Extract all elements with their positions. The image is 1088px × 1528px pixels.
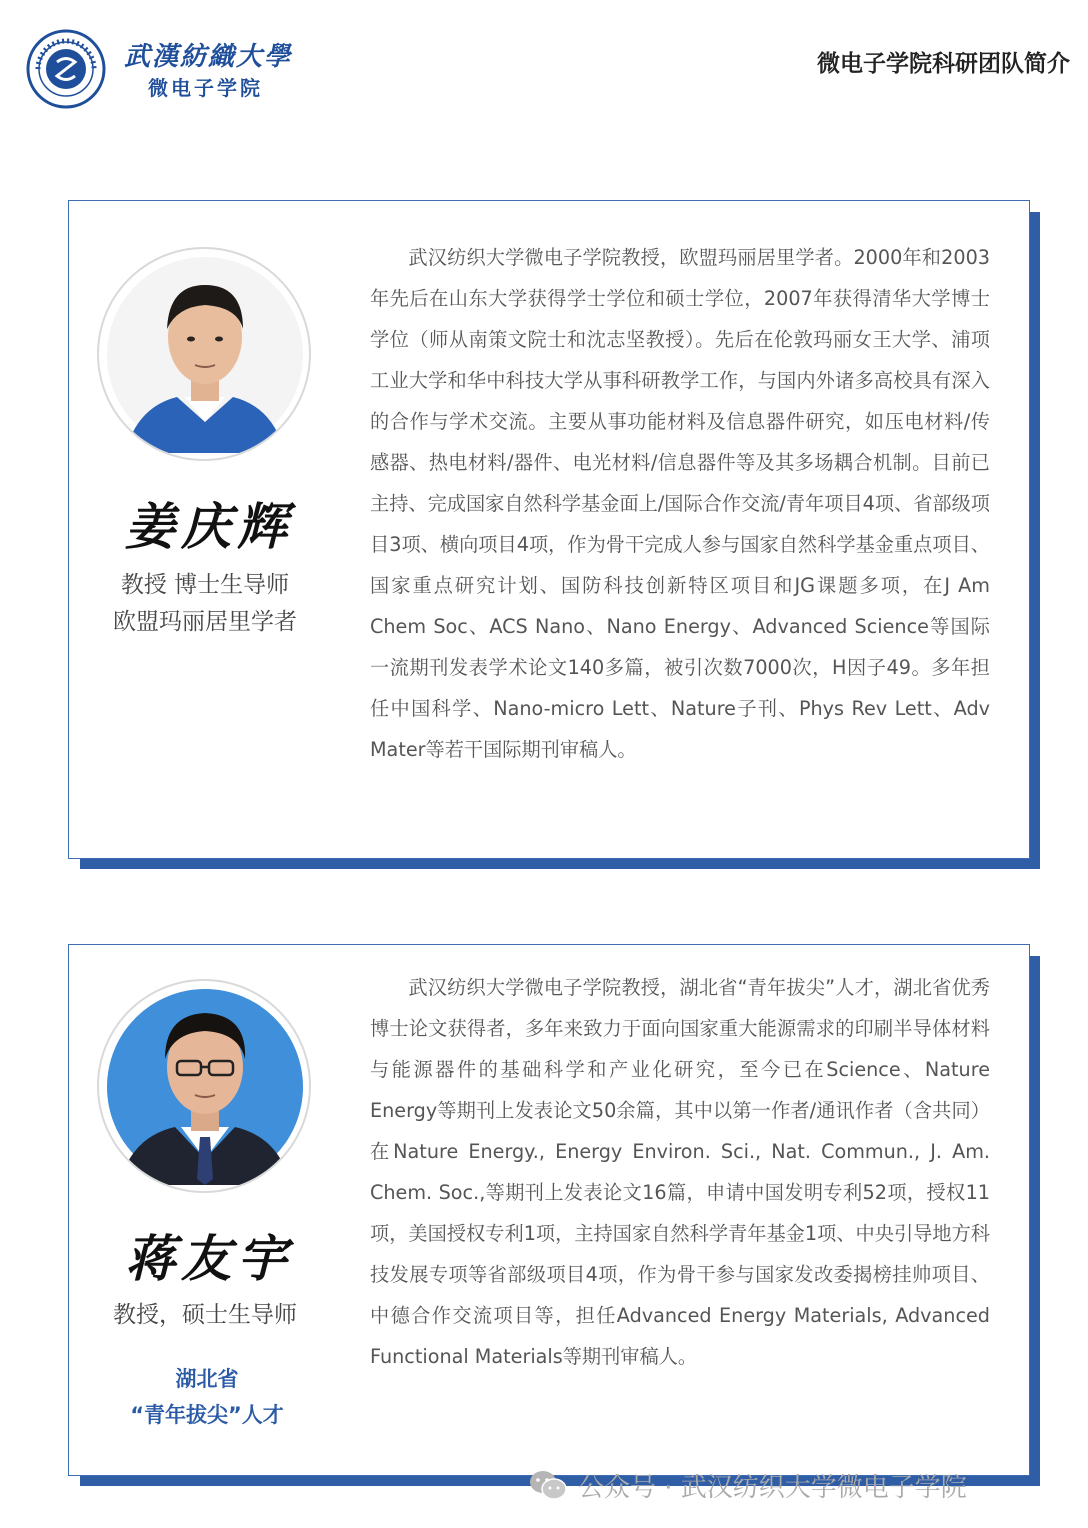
watermark-text: 公众号 · 武汉纺织大学微电子学院 <box>578 1472 967 1503</box>
profile-honor-1: 湖北省 <box>175 1367 239 1391</box>
profile-role-1: 教授 博士生导师 <box>120 572 290 598</box>
university-seal-logo <box>26 29 106 109</box>
profile-role-2: 欧盟玛丽居里学者 <box>113 609 297 635</box>
profile-photo <box>97 979 311 1193</box>
page-header <box>0 0 1088 130</box>
profile-card <box>68 944 1030 1476</box>
profile-photo <box>97 247 311 461</box>
university-name: 武漢紡織大學 <box>124 42 293 72</box>
profile-name: 蒋友宇 <box>125 1229 293 1288</box>
page-title: 微电子学院科研团队简介 <box>817 51 1070 77</box>
profile-bio: 武汉纺织大学微电子学院教授，欧盟玛丽居里学者。2000年和2003年先后在山东大学获得学士学位和硕士学位，2007年获得清华大学博士学位（师从南策文院士和沈志坚教授）。先后在伦敦玛丽女王大学、浦项工业大学和华中科技大学从事科研教学工作，与国内外诸多高校具有深入的合作与学术交流。主要从事功能材料及信息器件研究，如压电材料/传感器、热电材料/器件、电光材料/信息器件等及其多场耦合机制。目前已主持、完成国家自然科学基金面上/国际合作交流/青年项目4项、省部级项目3项、横向项目4项，作为骨干完成人参与国家自然科学基金重点项目、国家重点研究计划、国防科技创新特区项目和JG课题多项，在J Am Chem Soc、ACS Nano、Nano Energy、Advanced Science等国际一流期刊发表学术论文140多篇，被引次数7000次，H因子49。多年担任中国科学、Nano-micro Lett、Nature子刊、Phys Rev Lett、Adv Mater等若干国际期刊审稿人。 <box>370 246 990 761</box>
profile-role-1: 教授，硕士生导师 <box>113 1302 297 1328</box>
wechat-icon <box>528 1469 568 1501</box>
profile-card <box>68 200 1030 859</box>
profile-honor-2: “青年拔尖”人才 <box>130 1403 284 1427</box>
profile-name: 姜庆辉 <box>125 497 293 556</box>
profile-bio: 武汉纺织大学微电子学院教授，湖北省“青年拔尖”人才，湖北省优秀博士论文获得者，多年来致力于面向国家重大能源需求的印刷半导体材料与能源器件的基础科学和产业化研究，至今已在Science、Nature Energy等期刊上发表论文50余篇，其中以第一作者/通讯作者（含共同）在Nature Energy., Energy Environ. Sci., Nat. Commun., J. Am. Chem. Soc.,等期刊上发表论文16篇，申请中国发明专利52项，授权11项，美国授权专利1项，主持国家自然科学青年基金1项、中央引导地方科技发展专项等省部级项目4项，作为骨干参与国家发改委揭榜挂帅项目、中德合作交流项目等，担任Advanced Energy Materials, Advanced Functional Materials等期刊审稿人。 <box>370 976 990 1368</box>
watermark <box>528 1465 967 1505</box>
school-name: 微电子学院 <box>148 76 263 100</box>
